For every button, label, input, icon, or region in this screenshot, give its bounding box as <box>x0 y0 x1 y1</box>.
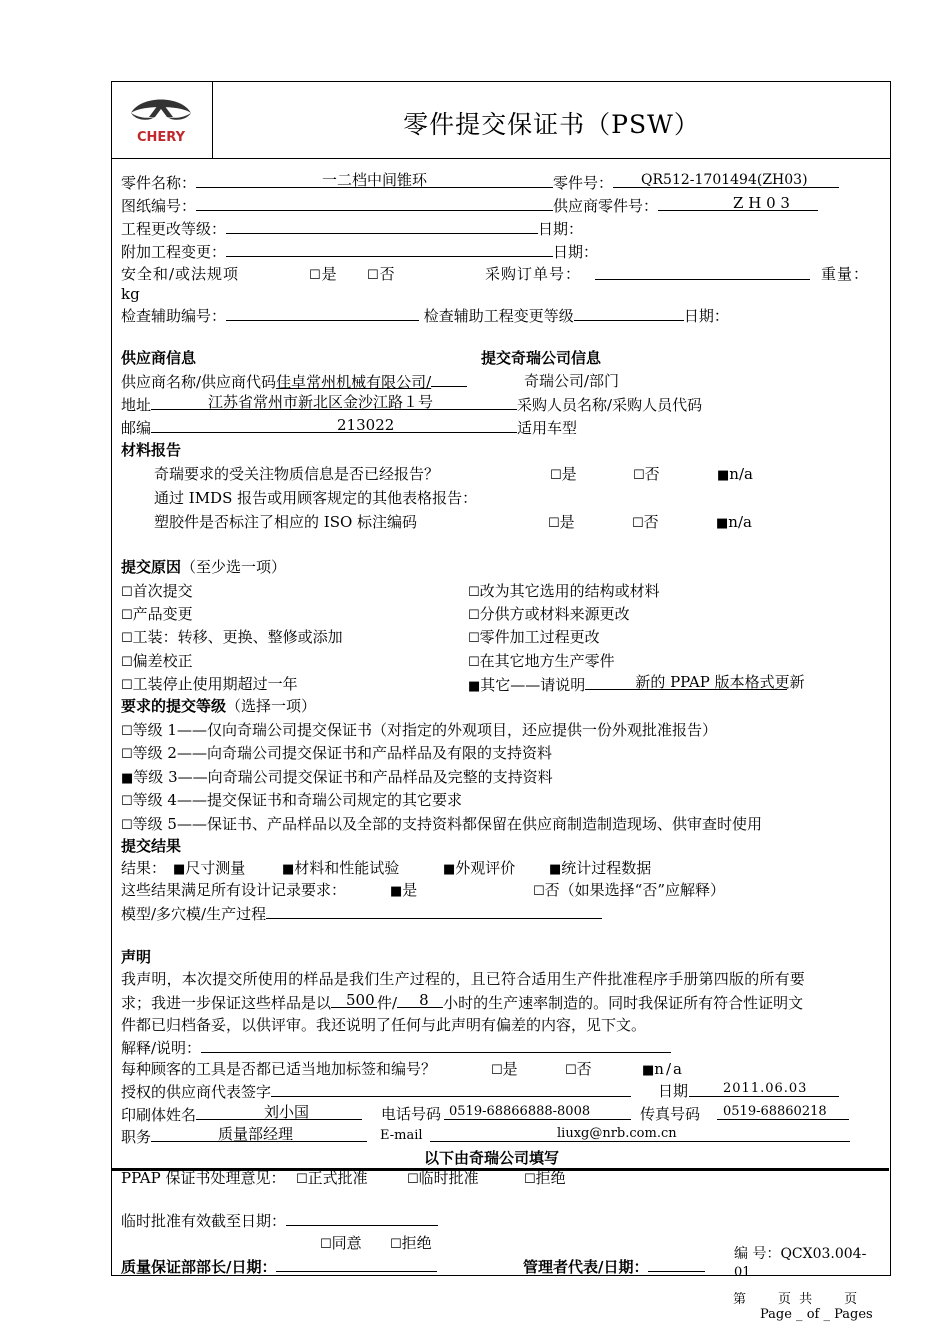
result-material[interactable]: ■材料和性能试验 <box>282 859 400 877</box>
job-title-field[interactable]: 质量部经理 <box>151 1127 367 1142</box>
material-q3-no[interactable]: ☐否 <box>632 513 659 531</box>
level-3[interactable]: ■等级 3——向奇瑞公司提交保证书和产品样品及完整的支持资料 <box>121 768 553 786</box>
supplier-name-field[interactable]: 佳卓常州机械有限公司/ <box>276 373 432 391</box>
address-row: 地址 江苏省常州市新北区金沙江路１号 采购人员名称/采购人员代码 <box>121 393 703 414</box>
phone-field[interactable]: 0519-68866888-8008 <box>444 1105 631 1120</box>
valid-date-field[interactable] <box>286 1211 438 1226</box>
reason-right-1[interactable]: ☐分供方或材料来源更改 <box>468 605 630 623</box>
supplier-part-number-field[interactable]: Z H 0 3 <box>658 196 818 211</box>
result-spc[interactable]: ■统计过程数据 <box>549 859 652 877</box>
tools-yes[interactable]: ☐是 <box>491 1060 518 1078</box>
declaration-line2: 求；我进一步保证这些样品是以 500 件/ 8 小时的生产速率制造的。同时我保证所有符合性证明文 <box>121 991 804 1012</box>
aid-change-field[interactable] <box>574 306 684 321</box>
part-name-row: 零件名称： 一二档中间锥环 零件号： QR512-1701494(ZH03) <box>121 173 839 192</box>
level-4[interactable]: ☐等级 4——提交保证书和奇瑞公司规定的其它要求 <box>121 791 462 809</box>
drawing-row: 图纸编号： 供应商零件号： Z H 0 3 <box>121 196 818 215</box>
reject-checkbox[interactable]: ☐拒绝 <box>390 1234 432 1252</box>
explain-field[interactable] <box>201 1038 671 1053</box>
po-number-field[interactable] <box>595 265 810 280</box>
explain-row: 解释/说明： <box>121 1038 671 1057</box>
declaration-heading: 声明 <box>121 948 152 966</box>
chery-section-heading: 以下由奇瑞公司填写 <box>424 1149 560 1167</box>
email-field[interactable]: liuxg@nrb.com.cn <box>430 1127 850 1142</box>
eng-change-field[interactable] <box>226 219 538 234</box>
opinion-row: PPAP 保证书处理意见： ☐正式批准 ☐临时批准 ☐拒绝 <box>121 1169 566 1187</box>
rate-pieces-field[interactable]: 500 <box>331 993 377 1008</box>
result-appearance[interactable]: ■外观评价 <box>443 859 516 877</box>
tools-no[interactable]: ☐否 <box>565 1060 592 1078</box>
agree-checkbox[interactable]: ☐同意 <box>320 1234 362 1252</box>
safety-yes-checkbox[interactable]: ☐是 <box>309 265 338 283</box>
safety-no-checkbox[interactable]: ☐否 <box>367 265 396 283</box>
reason-left-0[interactable]: ☐首次提交 <box>121 582 193 600</box>
reason-heading-row: 提交原因（至少选一项） <box>121 558 287 576</box>
declaration-line3: 件都已归档备妥，以供评审。我还说明了任何与此声明有偏差的内容，见下文。 <box>121 1016 647 1034</box>
material-q2: 通过 IMDS 报告或用顾客规定的其他表格报告： <box>154 489 478 507</box>
reason-other-field[interactable]: 新的 PPAP 版本格式更新 <box>585 675 787 690</box>
reason-left-4[interactable]: ☐工装停止使用期超过一年 <box>121 675 298 693</box>
form-title: 零件提交保证书（PSW） <box>403 110 700 139</box>
rate-hours-field[interactable]: 8 <box>397 993 443 1008</box>
reason-right-2[interactable]: ☐零件加工过程更改 <box>468 628 600 646</box>
form-code-cut: 01 <box>734 1265 751 1275</box>
material-q1: 奇瑞要求的受关注物质信息是否已经报告？ <box>154 465 440 483</box>
opinion-formal[interactable]: ☐正式批准 <box>296 1169 368 1187</box>
level-2[interactable]: ☐等级 2——向奇瑞公司提交保证书和产品样品及有限的支持资料 <box>121 744 552 762</box>
chery-dept-label: 奇瑞公司/部门 <box>524 372 620 390</box>
zip-field[interactable]: 213022 <box>151 418 517 433</box>
weight-unit: kg <box>121 285 140 303</box>
result-dimension[interactable]: ■尺寸测量 <box>173 859 246 877</box>
level-1[interactable]: ☐等级 1——仅向奇瑞公司提交保证书（对指定的外观项目，还应提供一份外观批准报告） <box>121 721 717 739</box>
material-q3: 塑胶件是否标注了相应的 ISO 标注编码 <box>154 513 418 531</box>
mgr-sign-field[interactable] <box>648 1257 705 1272</box>
opinion-reject[interactable]: ☐拒绝 <box>524 1169 566 1187</box>
qa-sign-row: 质量保证部部长/日期： <box>121 1257 437 1276</box>
aid-row: 检查辅助编号： 检查辅助工程变更等级 日期： <box>121 307 729 325</box>
level-heading-row: 要求的提交等级（选择一项） <box>121 697 317 715</box>
valid-row: 临时批准有效截至日期： <box>121 1211 438 1230</box>
page-number-en: Page _ of _ Pages <box>760 1307 873 1322</box>
page-number-cn: 第 页 共 页 <box>733 1292 860 1307</box>
printed-name-field[interactable]: 刘小国 <box>196 1105 362 1120</box>
opinion-temporary[interactable]: ☐临时批准 <box>407 1169 479 1187</box>
name-row: 印刷体姓名 刘小国 电话号码 0519-68866888-8008 传真号码 0519-68860218 <box>121 1105 362 1124</box>
extra-change-field[interactable] <box>226 242 553 257</box>
logo-text: CHERY <box>136 130 186 145</box>
supplier-heading: 供应商信息 <box>121 349 197 367</box>
material-heading: 材料报告 <box>121 441 182 459</box>
reason-right-3[interactable]: ☐在其它地方生产零件 <box>468 652 615 670</box>
reason-right-0[interactable]: ☐改为其它选用的结构或材料 <box>468 582 660 600</box>
material-q3-na[interactable]: ■n/a <box>716 513 752 531</box>
logo-cell <box>111 81 213 159</box>
title-cell <box>212 81 891 159</box>
reason-left-3[interactable]: ☐偏差校正 <box>121 652 193 670</box>
sign-field[interactable] <box>271 1082 631 1097</box>
declaration-line1: 我声明，本次提交所使用的样品是我们生产过程的，且已符合适用生产件批准程序手册第四版的所有要 <box>121 970 806 988</box>
qa-sign-field[interactable] <box>276 1257 437 1272</box>
material-q1-na[interactable]: ■n/a <box>717 465 753 483</box>
meets-row: 这些结果满足所有设计记录要求： ■是 ☐否（如果选择“否”应解释） <box>121 881 725 899</box>
chery-info-heading: 提交奇瑞公司信息 <box>481 349 602 367</box>
sign-date-field[interactable]: 2011.06.03 <box>689 1082 839 1097</box>
meets-no[interactable]: ☐否（如果选择“否”应解释） <box>533 881 725 899</box>
safety-row: 安全和/或法规项 ☐是 ☐否 采购订单号： 重量： <box>121 265 870 283</box>
eng-change-row: 工程更改等级： 日期： <box>121 220 584 238</box>
chery-logo-icon <box>111 81 212 158</box>
title-row: 职务 质量部经理 E-mail liuxg@nrb.com.cn <box>121 1127 367 1146</box>
meets-yes[interactable]: ■是 <box>390 881 418 899</box>
result-row: 结果： ■尺寸测量 ■材料和性能试验 ■外观评价 ■统计过程数据 <box>121 859 652 877</box>
tools-na[interactable]: ■n/a <box>642 1060 684 1078</box>
reason-left-2[interactable]: ☐工装：转移、更换、整修或添加 <box>121 628 343 646</box>
material-q1-no[interactable]: ☐否 <box>633 465 660 483</box>
fax-field[interactable]: 0519-68860218 <box>717 1105 849 1120</box>
drawing-number-field[interactable] <box>196 196 553 211</box>
form-code: 编 号：QCX03.004- <box>734 1246 867 1262</box>
material-q1-yes[interactable]: ☐是 <box>550 465 577 483</box>
result-heading: 提交结果 <box>121 837 182 855</box>
sign-row: 授权的供应商代表签字 日期 2011.06.03 <box>121 1082 631 1101</box>
material-q3-yes[interactable]: ☐是 <box>548 513 575 531</box>
process-field[interactable] <box>266 904 602 919</box>
part-number-field[interactable]: QR512-1701494(ZH03) <box>613 173 839 188</box>
reason-right-4[interactable]: ■其它——请说明 新的 PPAP 版本格式更新 <box>468 673 805 694</box>
part-name-field[interactable]: 一二档中间锥环 <box>196 173 553 188</box>
level-5[interactable]: ☐等级 5——保证书、产品样品以及全部的支持资料都保留在供应商制造制造现场、供审查时使用 <box>121 815 762 833</box>
mgr-sign-row: 管理者代表/日期： <box>523 1257 705 1276</box>
zip-row: 邮编 213022 适用车型 <box>121 416 578 437</box>
reason-left-1[interactable]: ☐产品变更 <box>121 605 193 623</box>
supplier-name-row: 供应商名称/供应商代码佳卓常州机械有限公司/ <box>121 372 467 391</box>
tools-row: 每种顾客的工具是否都已适当地加标签和编号？ ☐是 ☐否 ■n/a <box>121 1060 684 1078</box>
address-field[interactable]: 江苏省常州市新北区金沙江路１号 <box>151 395 517 410</box>
extra-change-row: 附加工程变更： 日期： <box>121 243 599 261</box>
aid-number-field[interactable] <box>226 306 419 321</box>
process-row: 模型/多穴模/生产过程 <box>121 904 602 923</box>
